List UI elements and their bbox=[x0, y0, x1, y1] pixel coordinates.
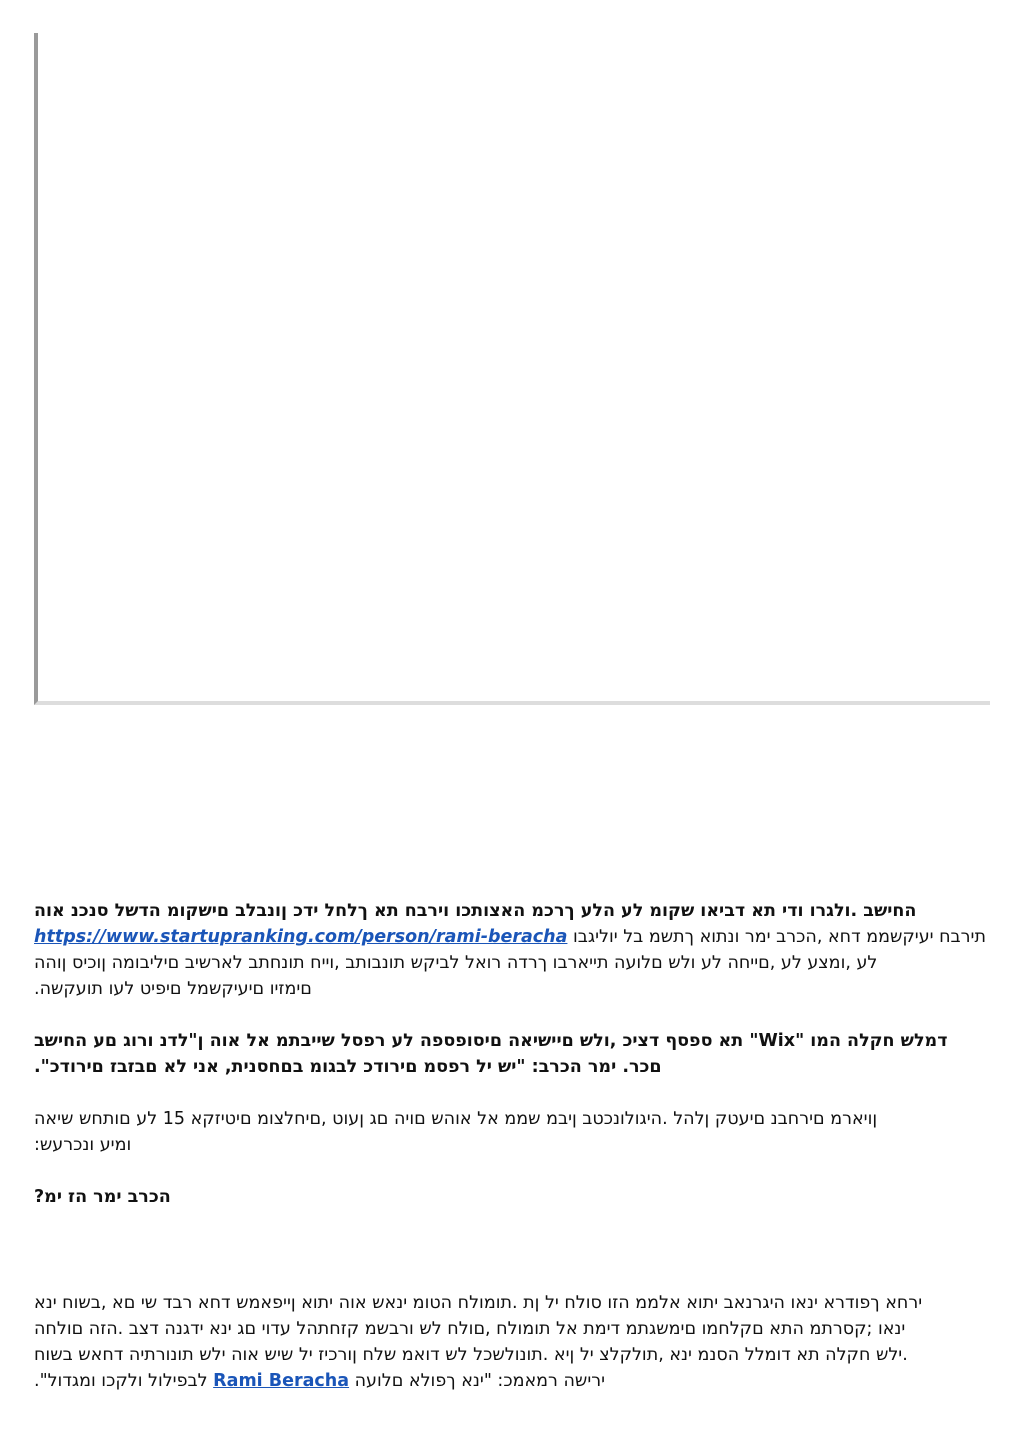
startupranking-profile-link[interactable]: https://www.startupranking.com/person/rami-beracha bbox=[34, 927, 568, 947]
paragraph-wix bbox=[34, 1028, 990, 1080]
paragraph-dreams-line-1: ירחא ךפודרא ינאו היגרנאב יתוא אלממ הזו סולח יל ןת .תומולח הטומ ינאש אוה יתוא ןייפאמש דחא רבד שי םא ,בשוח ינא bbox=[34, 1293, 923, 1313]
paragraph-intro-line-4: םימזיו םיעיקשמל םיפיט לעו תועקשה. bbox=[34, 979, 312, 999]
paragraph-spacer bbox=[34, 1158, 990, 1184]
paragraph-intro-line-2-text: תירבח יעיקשממ דחא ,הכרב ימר ונתוא ךתשמ בל יוליגבו bbox=[567, 927, 986, 947]
paragraph-dreams-line-4-suffix: לבפילול ולקכו ומגדול". bbox=[34, 1371, 214, 1391]
paragraph-intro-line-2 bbox=[34, 924, 990, 950]
paragraph-dreams-line-2: ינאו ;קסרתמ התא םקלחמו םימשגתמ דימת אל תומולח ,םולח לש ורבשמ קזחתהל עדוי םג ינא ידגנה דצב .הזה םולחה bbox=[34, 1319, 906, 1339]
rami-beracha-link[interactable]: Rami Beracha bbox=[213, 1371, 350, 1391]
embedded-media-frame bbox=[34, 33, 990, 705]
paragraph-dreams-line-3: .ילש חקלה תא דומלל הסנמ ינא ,תולקלצ יל ןיא .תונולשכל לש דואמ שלח ןורכיז יל שיש אוה ילש תונורתיה דחאש בשוח bbox=[34, 1345, 908, 1365]
paragraph-excerpts-line-1: ןויארמ םירחבנ םיעטק ןלהל .היגולונכטב ןיבמ שממ אל אוהש םויה םג ןעוט ,םיחלצומ םיטיזקא 15 לע םותחש שיאה bbox=[34, 1109, 878, 1129]
paragraph-wix-line-1: דמלש חקלה המו "Wix" תא ספסף דציכ ,ולש םיישיאה םיסופספה לע רפסל שייבתמ אל אוה ן"לדנ ורוג םע החישב bbox=[34, 1031, 948, 1051]
paragraph-wix-line-2: םכר. ימר הכרב: "יש יל רפסמ םירודכ לבגומ בםחסנית, אני לא םבזבז םירודכ". bbox=[34, 1057, 662, 1077]
paragraph-intro-line-3: לע ,ומצע לע ,םייחה לע ולש םלועה תייארבו ךרדה רואל לביקש תונבותב ,וייח תונחתב לארשיב םיליבומה ןוכיס ןוהה bbox=[34, 953, 878, 973]
article-body bbox=[34, 898, 990, 1394]
section-heading: הכרב ימר הז ימ? bbox=[34, 1187, 171, 1207]
paragraph-dreams-line-4 bbox=[34, 1368, 990, 1394]
paragraph-dreams-line-4-prefix: ירישה רמאמכ: "ינא ךפולא םלועה bbox=[349, 1371, 606, 1391]
paragraph-excerpts-line-2: ומיע ונכרעש: bbox=[34, 1135, 132, 1155]
paragraph-spacer bbox=[34, 1002, 990, 1028]
paragraph-intro bbox=[34, 898, 990, 1002]
paragraph-intro-line-1: החישב .ולגרו ודי תא דביאו שקומ לע הלע ךרכמ האצותכו וירבח תא ךלחל ידכ ןונבלב םישקומ הדשל סנכנ אוה bbox=[34, 901, 917, 921]
paragraph-dreams bbox=[34, 1290, 990, 1394]
paragraph-spacer bbox=[34, 1080, 990, 1106]
paragraph-excerpts bbox=[34, 1106, 990, 1158]
section-spacer bbox=[34, 1210, 990, 1290]
